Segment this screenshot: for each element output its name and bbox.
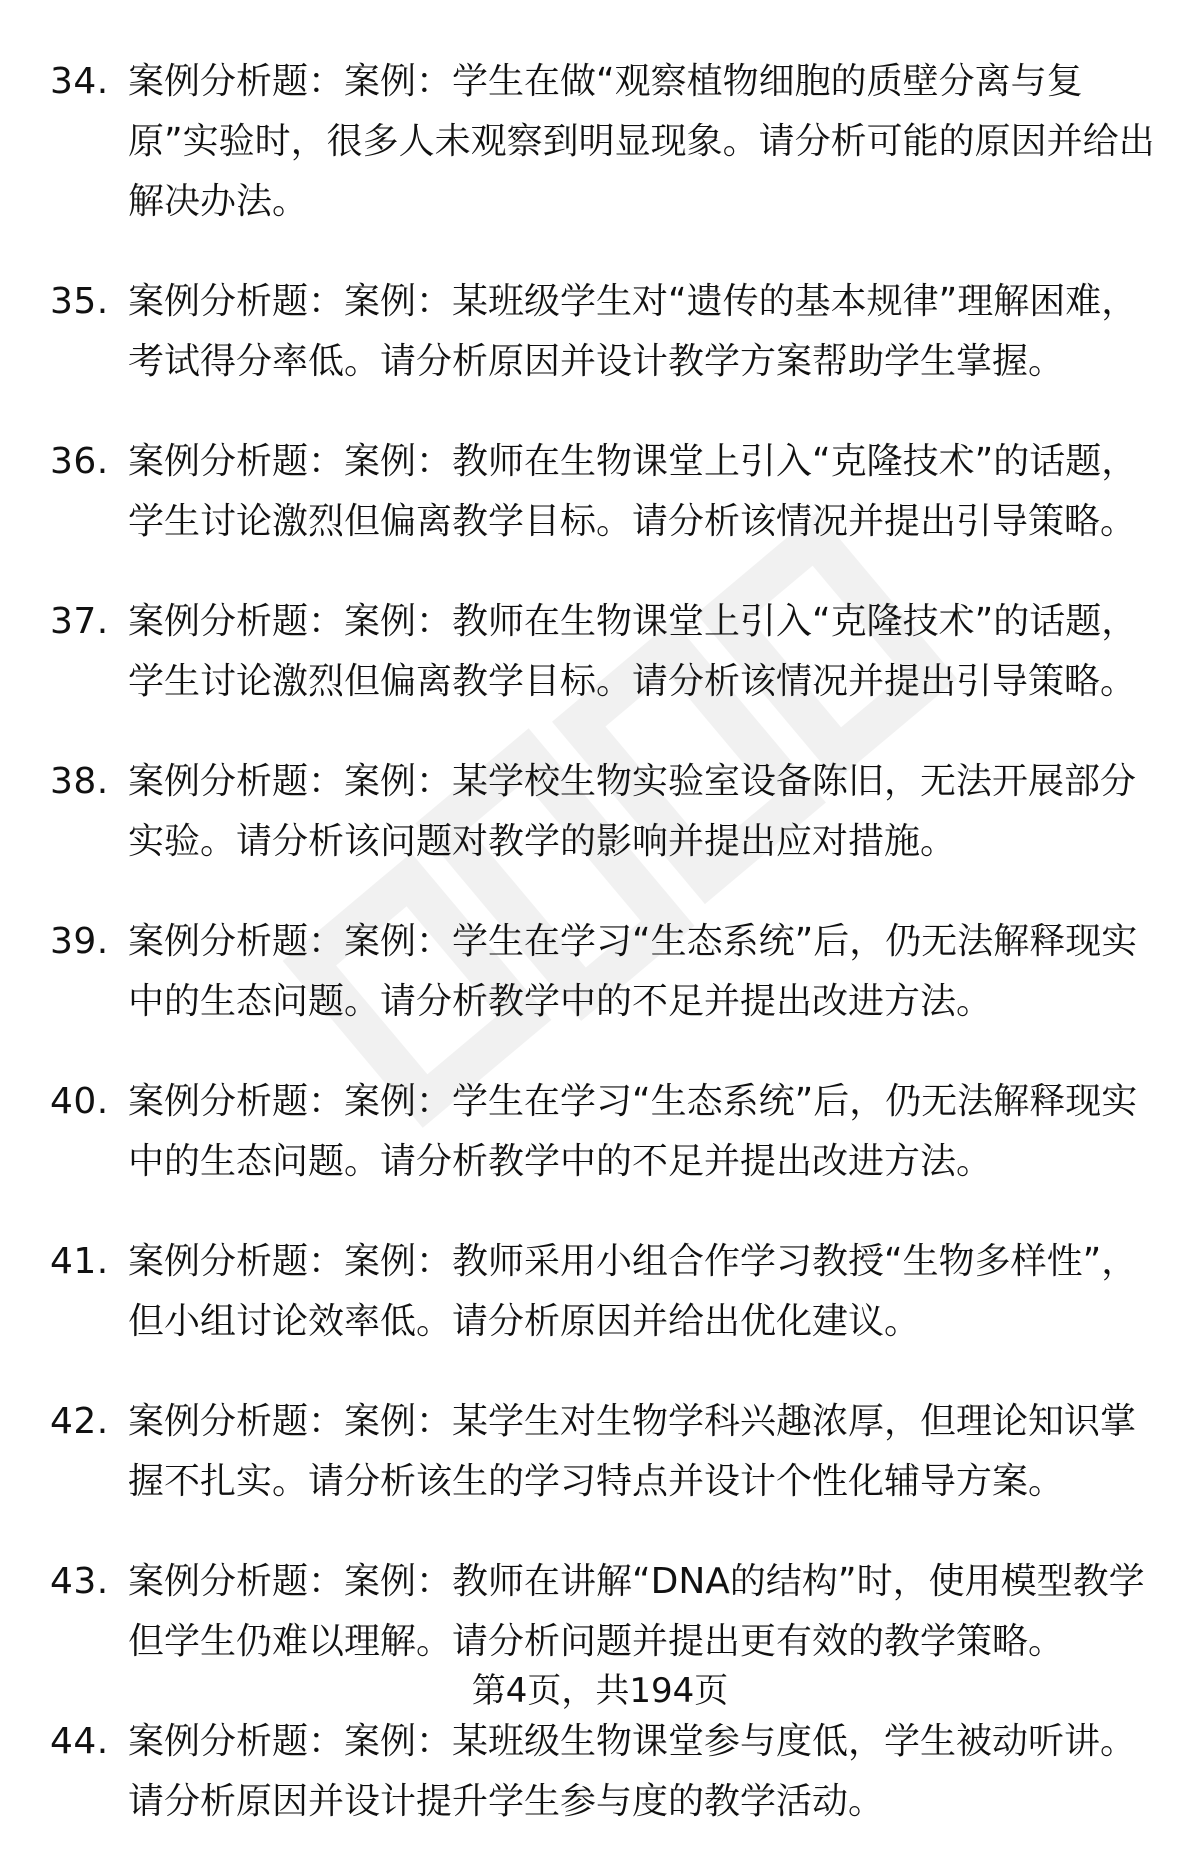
question-text: 案例分析题：案例：教师在生物课堂上引入“克隆技术”的话题，学生讨论激烈但偏离教学目标。请分析该情况并提出引导策略。 xyxy=(128,601,1138,702)
question-item xyxy=(50,1392,1160,1512)
question-item xyxy=(50,1232,1160,1352)
question-number: 42. xyxy=(50,1401,109,1442)
question-text: 案例分析题：案例：教师采用小组合作学习教授“生物多样性”，但小组讨论效率低。请分析原因并给出优化建议。 xyxy=(128,1241,1138,1342)
question-text: 案例分析题：案例：学生在学习“生态系统”后，仍无法解释现实中的生态问题。请分析教学中的不足并提出改进方法。 xyxy=(128,921,1138,1022)
question-number: 34. xyxy=(50,61,109,102)
question-text: 案例分析题：案例：某学生对生物学科兴趣浓厚，但理论知识掌握不扎实。请分析该生的学习特点并设计个性化辅导方案。 xyxy=(128,1401,1137,1502)
question-number: 37. xyxy=(50,601,109,642)
question-text: 案例分析题：案例：教师在讲解“DNA的结构”时，使用模型教学但学生仍难以理解。请分析问题并提出更有效的教学策略。 xyxy=(128,1561,1145,1662)
question-number: 43. xyxy=(50,1561,109,1602)
question-text: 案例分析题：案例：教师在生物课堂上引入“克隆技术”的话题，学生讨论激烈但偏离教学目标。请分析该情况并提出引导策略。 xyxy=(128,441,1138,542)
question-item xyxy=(50,1712,1160,1832)
question-text: 案例分析题：案例：某班级生物课堂参与度低，学生被动听讲。请分析原因并设计提升学生参与度的教学活动。 xyxy=(128,1721,1137,1822)
question-number: 38. xyxy=(50,761,109,802)
question-item xyxy=(50,752,1160,872)
question-text: 案例分析题：案例：某班级学生对“遗传的基本规律”理解困难，考试得分率低。请分析原因并设计教学方案帮助学生掌握。 xyxy=(128,281,1138,382)
question-number: 41. xyxy=(50,1241,109,1282)
question-number: 40. xyxy=(50,1081,109,1122)
question-number: 36. xyxy=(50,441,109,482)
question-text: 案例分析题：案例：学生在做“观察植物细胞的质壁分离与复原”实验时，很多人未观察到明显现象。请分析可能的原因并给出解决办法。 xyxy=(128,61,1155,222)
question-item xyxy=(50,52,1160,232)
question-list xyxy=(50,52,1160,1872)
page-number-footer: 第4页，共194页 xyxy=(471,1671,729,1711)
question-item xyxy=(50,592,1160,712)
question-number: 35. xyxy=(50,281,109,322)
question-number: 44. xyxy=(50,1721,109,1762)
question-text: 案例分析题：案例：某学校生物实验室设备陈旧，无法开展部分实验。请分析该问题对教学的影响并提出应对措施。 xyxy=(128,761,1137,862)
question-item xyxy=(50,432,1160,552)
question-item xyxy=(50,1552,1160,1672)
question-item xyxy=(50,272,1160,392)
question-text: 案例分析题：案例：学生在学习“生态系统”后，仍无法解释现实中的生态问题。请分析教学中的不足并提出改进方法。 xyxy=(128,1081,1138,1182)
question-item xyxy=(50,1072,1160,1192)
question-number: 39. xyxy=(50,921,109,962)
question-item xyxy=(50,912,1160,1032)
